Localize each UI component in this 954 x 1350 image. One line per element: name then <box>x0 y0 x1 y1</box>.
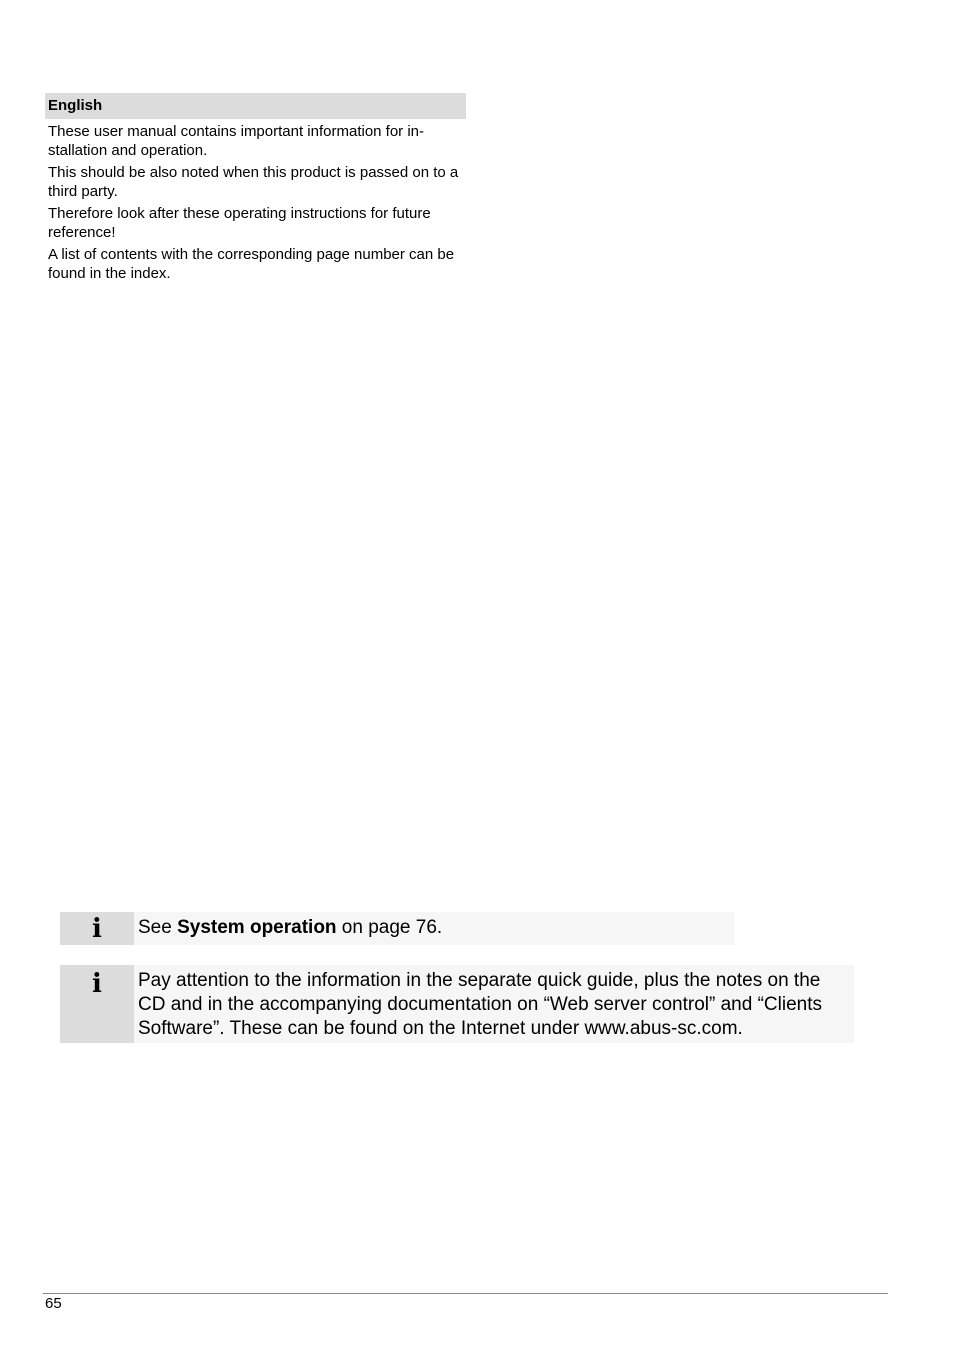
page-number: 65 <box>45 1295 62 1312</box>
intro-paragraph-3: Therefore look after these operating instructions for future reference! <box>48 205 431 241</box>
info-note-system-operation <box>60 912 735 945</box>
note-link-system-operation: System operation <box>177 917 337 938</box>
intro-paragraph-4: A list of contents with the corresponding page number can be found in the index. <box>48 246 455 282</box>
intro-paragraph-1: These user manual contains important information for in-stallation and operation. <box>48 123 425 159</box>
language-intro-box <box>45 93 466 283</box>
info-icon-cell <box>60 965 134 1043</box>
info-icon: i <box>92 914 102 944</box>
note-suffix: on page 76. <box>336 917 443 938</box>
footer-divider <box>43 1293 888 1294</box>
info-note-text: Pay attention to the information in the separate quick guide, plus the notes on the CD and in the accompanying documentation on “Web server control” and “Clients Software”. These can be found on the Internet under www.abus-sc.com. <box>138 970 822 1039</box>
info-icon-cell <box>60 912 134 945</box>
note-prefix: See <box>138 917 178 938</box>
info-note-text <box>134 912 450 945</box>
intro-paragraph-2: This should be also noted when this product is passed on to a third party. <box>48 164 459 200</box>
language-heading: English <box>45 93 466 119</box>
info-icon: i <box>92 969 102 999</box>
info-note-quick-guide <box>60 965 854 1043</box>
